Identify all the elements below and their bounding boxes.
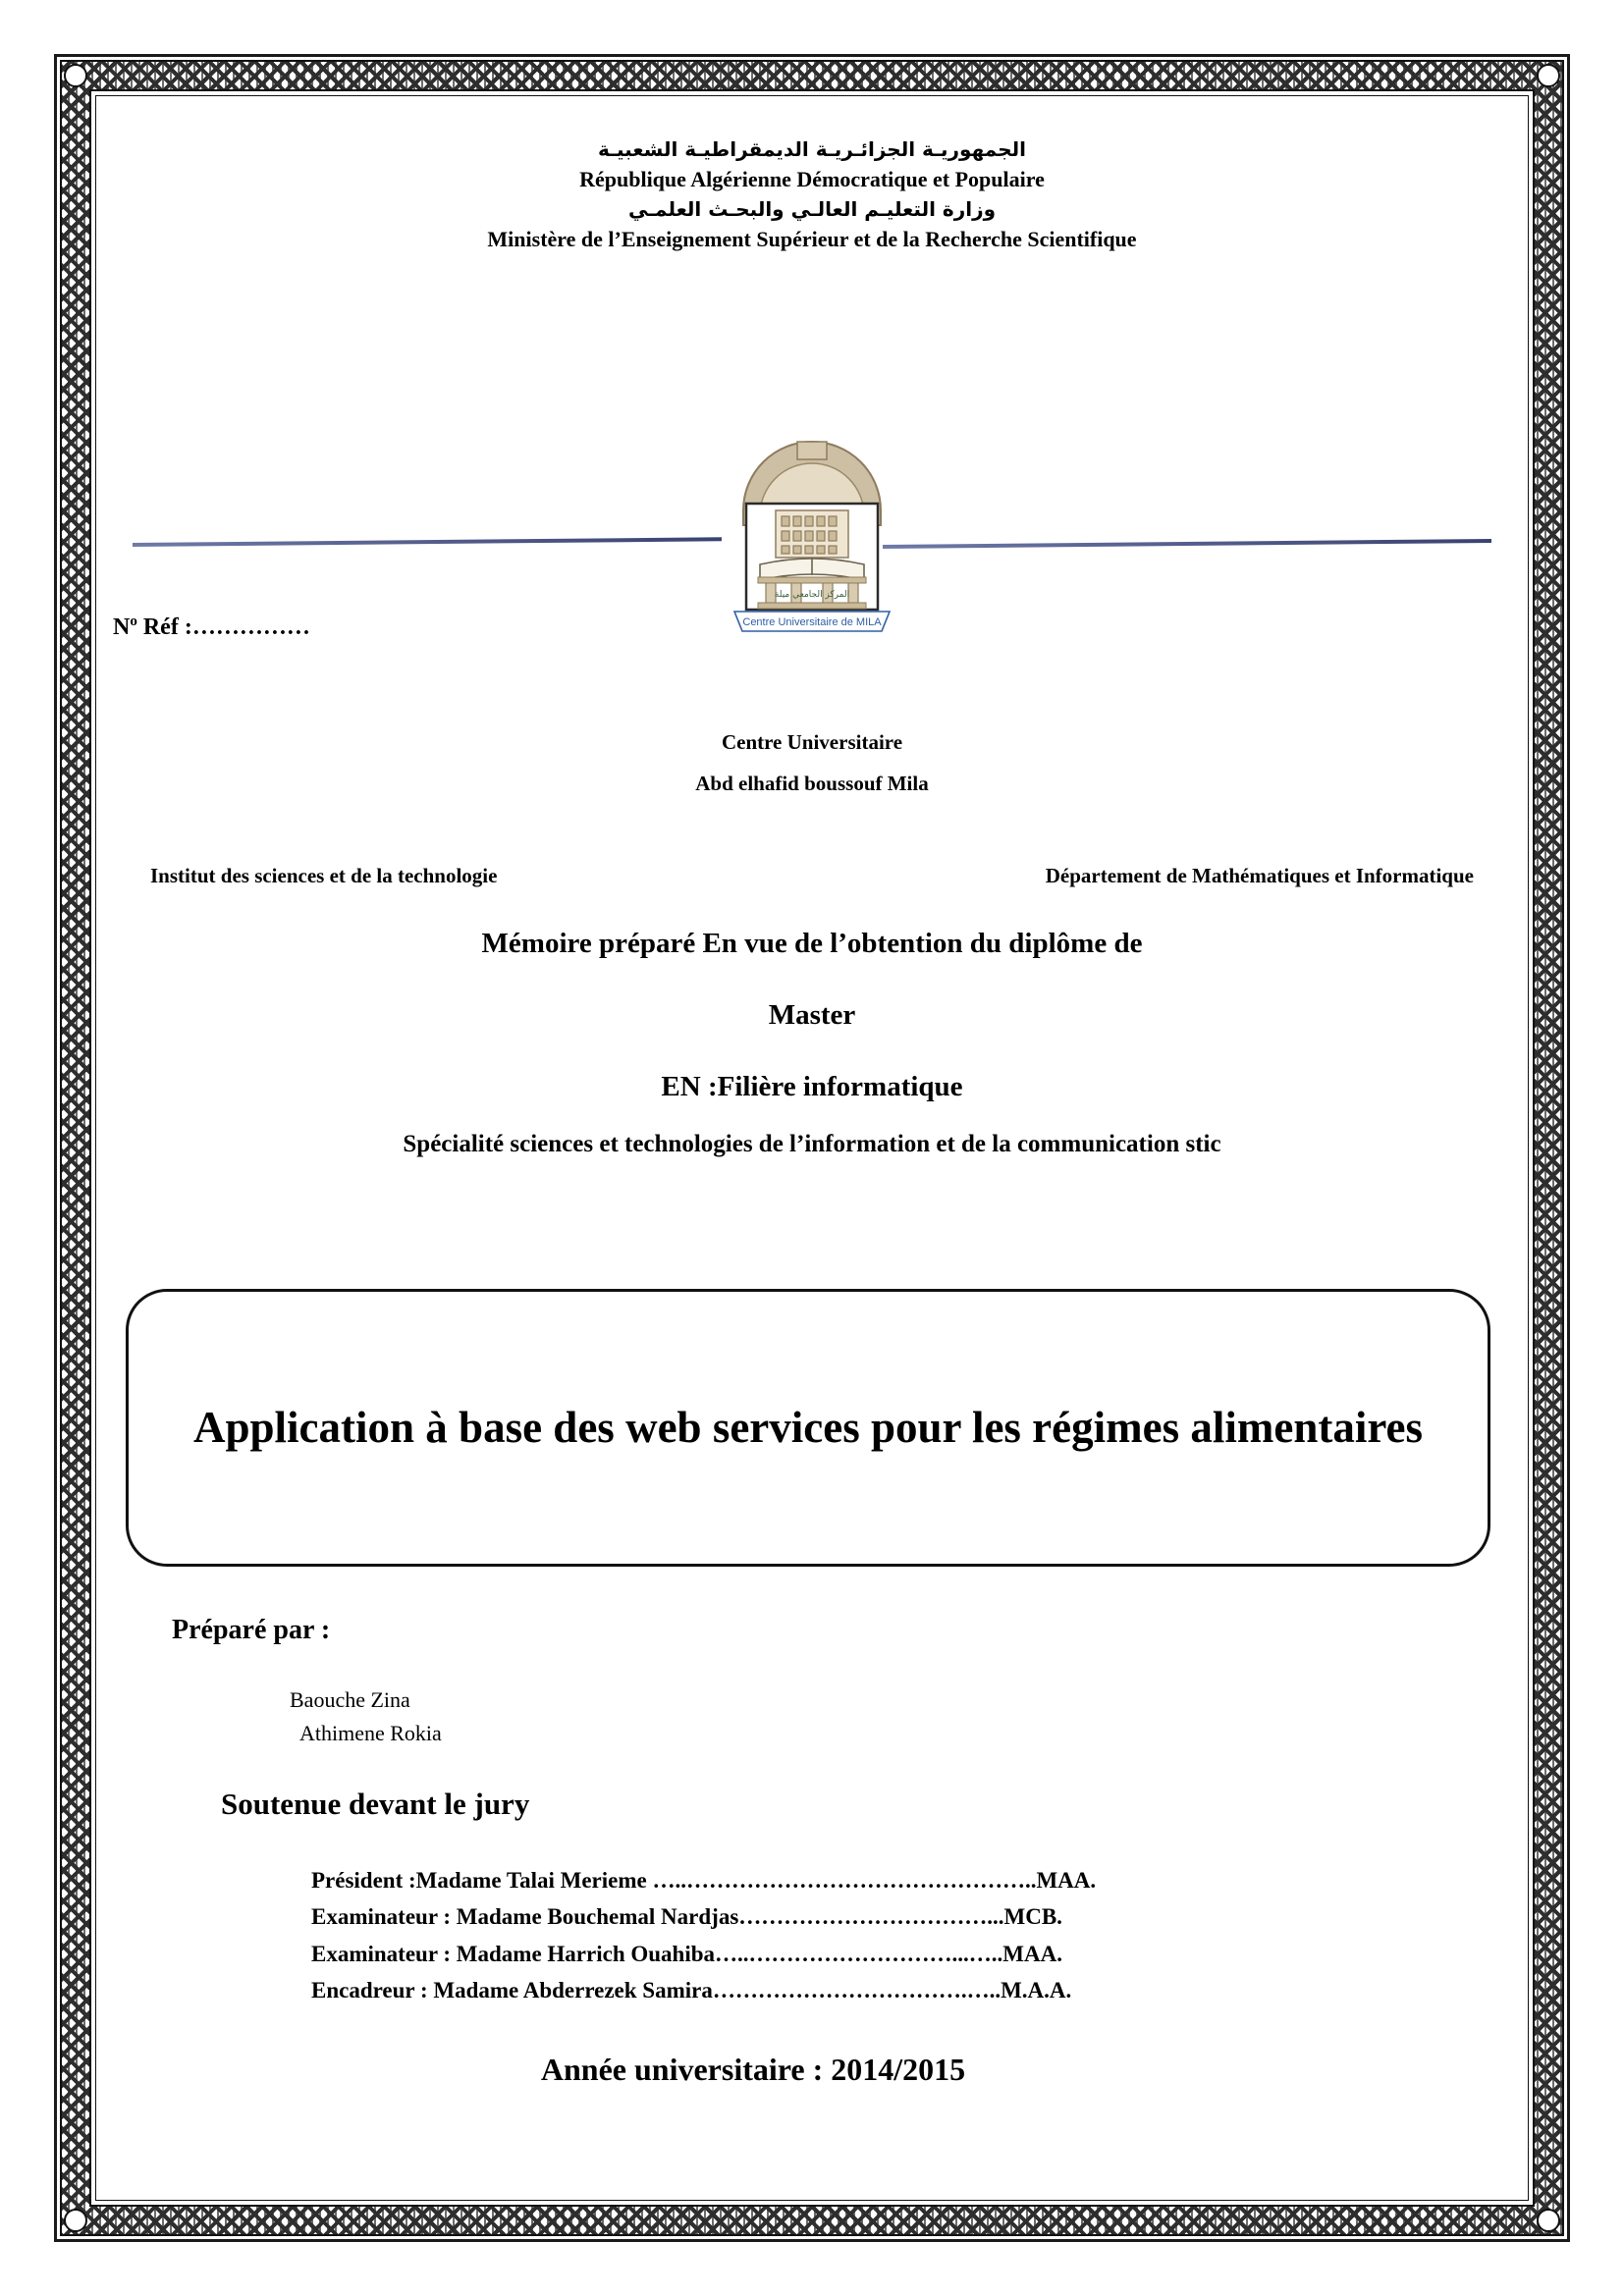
corner-ornament-bottom-right: [1537, 2209, 1560, 2232]
country-name-arabic: الجمهوريـة الجزائـريـة الديمقراطيـة الشعبيـة: [598, 137, 1026, 161]
university-line-1: Centre Universitaire: [721, 730, 903, 754]
jury-member-examiner-1: Examinateur : Madame Bouchemal Nardjas……………………………...MCB.: [311, 1904, 1062, 1930]
university-logo: [699, 417, 925, 648]
degree-level: Master: [768, 999, 856, 1031]
author-name-2: Athimene Rokia: [299, 1721, 442, 1746]
degree-field: EN :Filière informatique: [661, 1071, 963, 1102]
logo-caption: Centre Universitaire de MILA: [742, 616, 882, 628]
reference-number: [113, 614, 310, 641]
rule-left-segment: [133, 537, 722, 547]
jury-heading: Soutenue devant le jury: [221, 1787, 530, 1821]
university-line-2: Abd elhafid boussouf Mila: [695, 772, 929, 795]
reference-superscript: o: [130, 614, 137, 629]
department-name: Département de Mathématiques et Informatique: [1045, 864, 1474, 887]
reference-label: N: [113, 614, 131, 640]
academic-year: Année universitaire : 2014/2015: [540, 2052, 966, 2087]
jury-member-examiner-2: Examinateur : Madame Harrich Ouahiba…..………………………...…..MAA.: [311, 1941, 1062, 1966]
rule-right-segment: [883, 539, 1491, 549]
author-name-1: Baouche Zina: [290, 1687, 410, 1712]
jury-members-list: [311, 1862, 1470, 2008]
jury-member-supervisor: Encadreur : Madame Abderrezek Samira…………………………….…..M.A.A.: [311, 1977, 1072, 2002]
corner-ornament-top-left: [64, 64, 87, 87]
cover-page-content: [103, 103, 1521, 2193]
ministry-header: [103, 135, 1521, 255]
degree-speciality: Spécialité sciences et technologies de l’information et de la communication stic: [403, 1131, 1221, 1157]
reference-value: Réf :……………: [136, 614, 310, 640]
jury-member-president: Président :Madame Talai Merieme …..………………………………………..MAA.: [311, 1868, 1097, 1893]
academic-year-row: [103, 2052, 1521, 2088]
thesis-title-box: [126, 1289, 1490, 1567]
thesis-title: Application à base des web services pour les régimes alimentaires: [193, 1403, 1423, 1453]
logo-arabic-caption: المركز الجامعي ميلة: [774, 590, 850, 600]
university-name-block: [103, 721, 1521, 804]
affiliation-row: [103, 864, 1521, 888]
degree-block: [103, 928, 1521, 1158]
institute-name: Institut des sciences et de la technologie: [150, 864, 498, 887]
ministry-name-arabic: وزارة التعليـم العالـي والبحـث العلمـي: [627, 196, 997, 221]
authors-list: [290, 1683, 442, 1750]
degree-statement: Mémoire préparé En vue de l’obtention du diplôme de: [481, 928, 1143, 959]
prepared-by-label: Préparé par :: [172, 1615, 331, 1645]
ministry-name-french: Ministère de l’Enseignement Supérieur et de la Recherche Scientifique: [487, 226, 1137, 251]
corner-ornament-top-right: [1537, 64, 1560, 87]
corner-ornament-bottom-left: [64, 2209, 87, 2232]
country-name-french: République Algérienne Démocratique et Populaire: [579, 167, 1045, 191]
